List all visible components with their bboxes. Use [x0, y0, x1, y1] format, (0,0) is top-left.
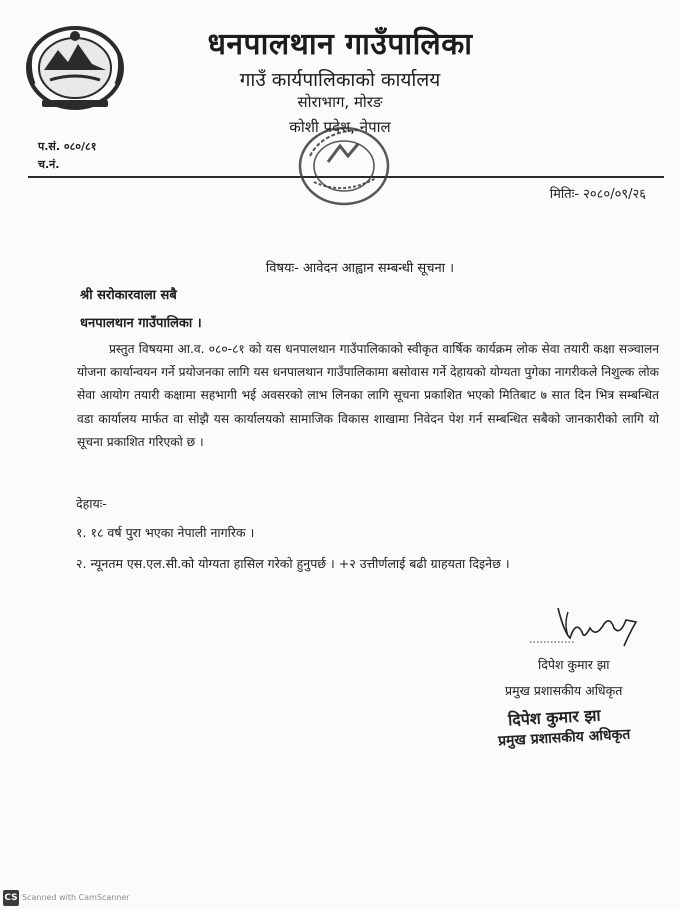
handwritten-signature — [524, 602, 654, 654]
signatory-stamp — [494, 704, 656, 754]
reference-number: प.सं. ०८०/८१ — [38, 140, 97, 153]
dispatch-number: च.नं. — [38, 158, 60, 171]
scanner-watermark: Scanned with CamScanner — [22, 893, 130, 902]
office-seal-stamp — [288, 112, 400, 216]
signatory-name: दिपेश कुमार झा — [538, 657, 610, 672]
notice-date: मितिः- २०८०/०९/२६ — [549, 187, 646, 202]
notice-body: प्रस्तुत विषयमा आ.व. ०८०-८१ को यस धनपालथान गाउँपालिकाको स्वीकृत वार्षिक कार्यक्रम लोक सेवा तयारी कक्षा सञ्चालन योजना कार्यान्वयन गर्ने प्रयोजनका लागि यस धनपालथान गाउँपालिकामा बसोवास गर्ने देहायको योग्यता पुगेका नागरीकले निशुल्क लोक सेवा आयोग तयारी कक्षामा सहभागी भई अवसरको लाभ लिनका लागि सूचना प्रकाशित भएको मितिबाट ७ सात दिन भित्र सम्बन्धित वडा कार्यालय मार्फत वा सोझै यस कार्यालयको सामाजिक विकास शाखामा निवेदन पेश गर्न सम्बन्धित सबैको जानकारीको लागि यो सूचना प्रकाशित गरिएको छ । — [77, 342, 659, 449]
office-location: सोराभाग, मोरङ — [297, 93, 383, 111]
office-province: कोशी प्रदेश, नेपाल — [289, 118, 391, 136]
notice-subject: विषयः- आवेदन आह्वान सम्बन्धी सूचना । — [265, 261, 455, 276]
office-name: गाउँ कार्यपालिकाको कार्यालय — [239, 69, 441, 91]
recipient-line-1: श्री सरोकारवाला सबै — [80, 288, 177, 303]
requirements-heading: देहायः- — [76, 496, 107, 511]
scanner-footer — [0, 887, 680, 910]
requirement-item: १. १८ वर्ष पुरा भएका नेपाली नागरिक । — [76, 525, 255, 540]
stamp-name: दिपेश कुमार झा — [507, 705, 602, 730]
municipality-title: धनपालथान गाउँपालिका — [207, 27, 473, 62]
camscanner-logo-icon: CS — [3, 890, 19, 906]
stamp-title: प्रमुख प्रशासकीय अधिकृत — [497, 726, 631, 750]
recipient-line-2: धनपालथान गाउँपालिका । — [80, 316, 202, 331]
signatory-title: प्रमुख प्रशासकीय अधिकृत — [505, 683, 623, 698]
requirement-item: २. न्यूनतम एस.एल.सी.को योग्यता हासिल गरेको हुनुपर्छ । +२ उत्तीर्णलाई बढी ग्राहयता दिइनेछ । — [76, 556, 510, 571]
